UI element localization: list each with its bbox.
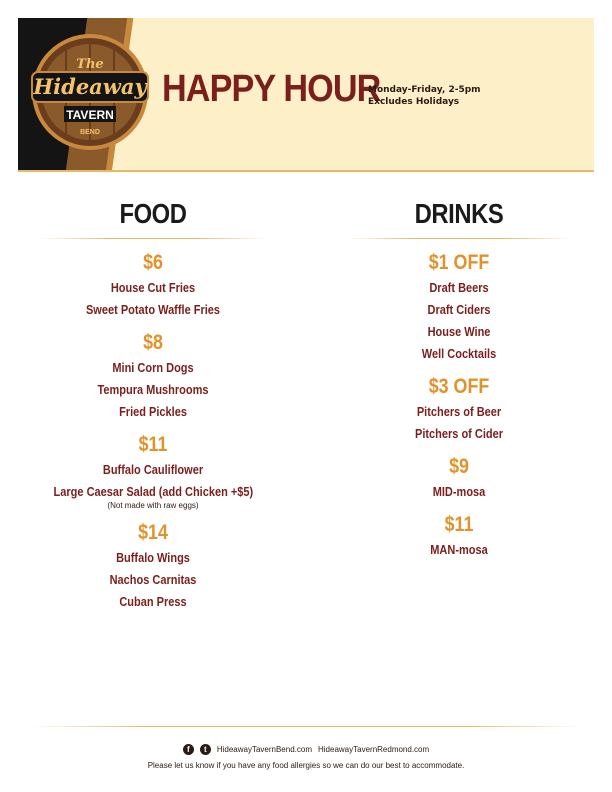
- menu-item: Sweet Potato Waffle Fries: [85, 303, 221, 317]
- price-label: $1 OFF: [428, 251, 490, 274]
- drinks-group-1-off: [346, 249, 572, 365]
- menu-item: Cuban Press: [119, 595, 187, 609]
- drinks-column: [346, 196, 572, 561]
- menu-item: Buffalo Wings: [116, 551, 190, 565]
- price-label: $11: [444, 513, 474, 536]
- allergy-note: Please let us know if you have any food allergies so we can do our best to accommodate.: [147, 761, 465, 770]
- price-label: $8: [143, 331, 163, 354]
- twitter-icon[interactable]: t: [200, 744, 211, 755]
- price-label: $11: [138, 433, 168, 456]
- menu-item: House Wine: [427, 325, 491, 339]
- menu-item: MAN-mosa: [430, 543, 488, 557]
- social-links: [0, 744, 612, 755]
- hideaway-tavern-logo: [26, 28, 154, 156]
- menu-item: Nachos Carnitas: [109, 573, 197, 587]
- svg-text:The: The: [76, 57, 104, 72]
- drinks-group-11: [346, 511, 572, 561]
- footer: [0, 744, 612, 770]
- menu-item: MID-mosa: [432, 485, 486, 499]
- menu-item: Well Cocktails: [421, 347, 497, 361]
- facebook-icon[interactable]: f: [183, 744, 194, 755]
- svg-text:Hideaway: Hideaway: [33, 74, 147, 99]
- schedule-text: Monday-Friday, 2-5pm: [368, 85, 481, 95]
- bend-website-link[interactable]: HideawayTavernBend.com: [216, 745, 312, 754]
- price-label: $9: [449, 455, 469, 478]
- menu-item: Tempura Mushrooms: [97, 383, 209, 397]
- happy-hour-schedule: [368, 84, 481, 108]
- menu-item-note: (Not made with raw eggs): [107, 501, 199, 510]
- svg-text:BEND: BEND: [80, 129, 100, 136]
- food-divider: [40, 238, 266, 239]
- food-group-14: [40, 519, 266, 613]
- menu-item: Large Caesar Salad (add Chicken +$5): [53, 485, 254, 499]
- redmond-website-link[interactable]: HideawayTavernRedmond.com: [318, 745, 430, 754]
- drinks-heading: DRINKS: [414, 198, 504, 229]
- menu-item: Buffalo Cauliflower: [102, 463, 204, 477]
- price-label: $14: [138, 521, 168, 544]
- price-label: $6: [143, 251, 163, 274]
- drinks-group-9: [346, 453, 572, 503]
- food-heading: FOOD: [119, 198, 187, 229]
- food-group-6: [40, 249, 266, 321]
- menu-item: Draft Beers: [429, 281, 489, 295]
- price-label: $3 OFF: [428, 375, 490, 398]
- food-group-8: [40, 329, 266, 423]
- menu-item: Draft Ciders: [427, 303, 491, 317]
- menu-item: Pitchers of Beer: [416, 405, 502, 419]
- menu-item: Pitchers of Cider: [414, 427, 504, 441]
- drinks-divider: [346, 238, 572, 239]
- footer-divider: [30, 726, 582, 727]
- food-column: [40, 196, 266, 613]
- header-banner: [18, 18, 594, 172]
- exclusion-text: Excludes Holidays: [368, 97, 460, 107]
- drinks-group-3-off: [346, 373, 572, 445]
- food-group-11: [40, 431, 266, 511]
- menu-item: House Cut Fries: [110, 281, 196, 295]
- menu-item: Fried Pickles: [119, 405, 187, 419]
- svg-text:TAVERN: TAVERN: [66, 108, 114, 122]
- page-title: HAPPY HOUR: [162, 68, 381, 110]
- menu-item: Mini Corn Dogs: [112, 361, 194, 375]
